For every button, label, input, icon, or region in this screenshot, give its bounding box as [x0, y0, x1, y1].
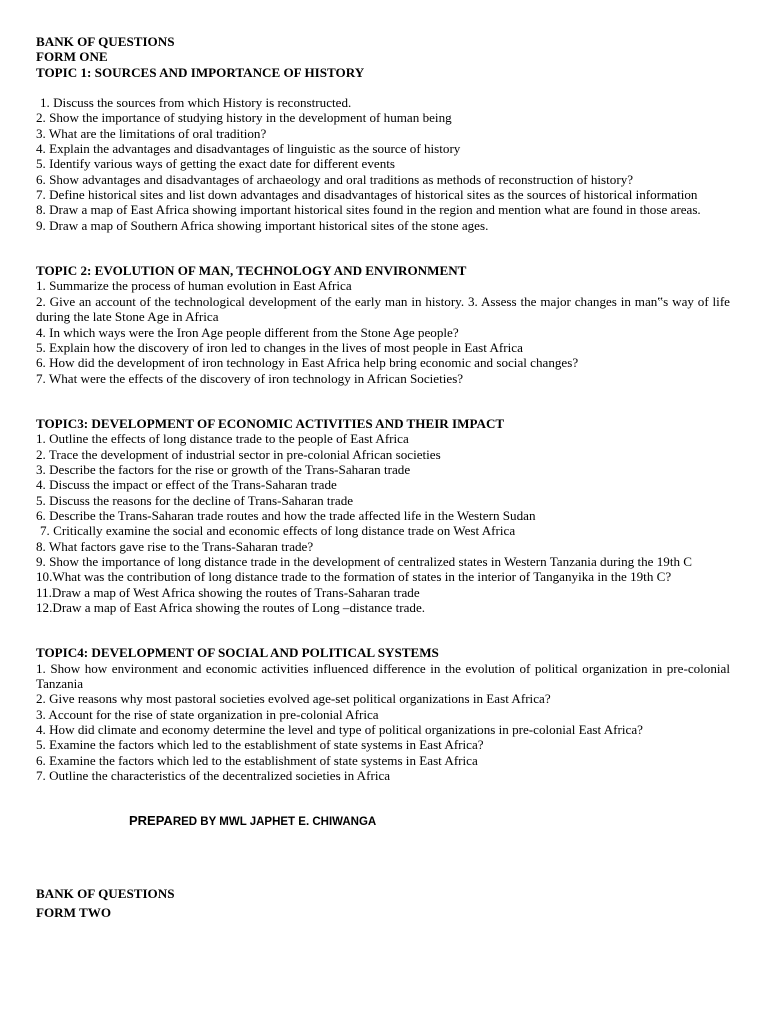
question-item: 7. Define historical sites and list down advantages and disadvantages of historical sites as the sources of historical information [36, 187, 698, 203]
question-item: 2. Trace the development of industrial sector in pre-colonial African societies [36, 446, 441, 462]
question-item: 4. Explain the advantages and disadvantages of linguistic as the source of history [36, 141, 461, 157]
spacer [36, 783, 730, 813]
question-item: 4. How did climate and economy determine the level and type of political organizations in pre-colonial East Africa? [36, 722, 643, 738]
question-item: 5. Identify various ways of getting the exact date for different events [36, 156, 395, 172]
question-item: 1. Discuss the sources from which History is reconstructed. [40, 95, 352, 111]
prepared-by-lead: PREPA [129, 813, 173, 829]
spacer [36, 80, 730, 95]
spacer [36, 386, 730, 416]
question-item: 12.Draw a map of East Africa showing the routes of Long –distance trade. [36, 600, 426, 615]
question-item: 8. What factors gave rise to the Trans-Saharan trade? [36, 538, 314, 554]
doc-heading: BANK OF QUESTIONS [36, 34, 175, 49]
question-item: 8. Draw a map of East Africa showing important historical sites found in the region and mention what are found in those areas. [36, 202, 701, 218]
question-item: 6. Describe the Trans-Saharan trade routes and how the trade affected life in the Western Sudan [36, 507, 536, 523]
question-item: 2. Give reasons why most pastoral societies evolved age-set political organizations in East Africa? [36, 691, 551, 707]
question-item: 9. Draw a map of Southern Africa showing important historical sites of the stone ages. [36, 217, 489, 233]
document-page [36, 34, 730, 920]
doc-heading-2: BANK OF QUESTIONS [36, 886, 175, 902]
question-item: 1. Summarize the process of human evolution in East Africa [36, 278, 352, 294]
question-item: 5. Examine the factors which led to the establishment of state systems in East Africa? [36, 737, 484, 753]
question-item: 6. How did the development of iron technology in East Africa help bring economic and social changes? [36, 355, 579, 371]
question-item: 10.What was the contribution of long distance trade to the formation of states in the interior of Tanganyika in the 19th C? [36, 569, 672, 585]
topic-title: TOPIC4: DEVELOPMENT OF SOCIAL AND POLITICAL SYSTEMS [36, 645, 439, 661]
topic-title: TOPIC 2: EVOLUTION OF MAN, TECHNOLOGY AND ENVIRONMENT [36, 263, 467, 279]
question-item: 3. What are the limitations of oral tradition? [36, 125, 267, 141]
question-item: 6. Examine the factors which led to the establishment of state systems in East Africa [36, 752, 478, 768]
prepared-by-rest: RED BY MWL JAPHET E. CHIWANGA [172, 816, 377, 829]
topic-title: TOPIC 1: SOURCES AND IMPORTANCE OF HISTORY [36, 64, 365, 80]
question-item: 5. Discuss the reasons for the decline of Trans-Saharan trade [36, 492, 354, 508]
question-item: 5. Explain how the discovery of iron led to changes in the lives of most people in East Africa [36, 339, 523, 355]
spacer [36, 233, 730, 263]
form-heading-2: FORM TWO [36, 904, 112, 920]
spacer [36, 615, 730, 645]
prepared-by [129, 813, 730, 830]
question-item: 7. Critically examine the social and economic effects of long distance trade on West Africa [40, 523, 516, 539]
form-heading: FORM ONE [36, 49, 108, 65]
question-item: 1. Show how environment and economic activities influenced difference in the evolution of political organization in pre-colonial Tanzania [36, 660, 730, 692]
question-item: 2. Show the importance of studying history in the development of human being [36, 110, 452, 126]
question-item: 7. Outline the characteristics of the decentralized societies in Africa [36, 768, 391, 784]
topic-title: TOPIC3: DEVELOPMENT OF ECONOMIC ACTIVITIES AND THEIR IMPACT [36, 415, 505, 431]
question-item: 3. Describe the factors for the rise or growth of the Trans-Saharan trade [36, 461, 411, 477]
question-item: 4. Discuss the impact or effect of the Trans-Saharan trade [36, 477, 337, 493]
question-item: 9. Show the importance of long distance trade in the development of centralized states in Western Tanzania during the 19th C [36, 553, 693, 569]
question-item: 4. In which ways were the Iron Age people different from the Stone Age people? [36, 324, 459, 340]
question-item: 2. Give an account of the technological development of the early man in history. 3. Assess the major changes in man‟s way of life during the late Stone Age in Africa [36, 293, 730, 325]
question-item: 11.Draw a map of West Africa showing the routes of Trans-Saharan trade [36, 584, 420, 600]
question-item: 7. What were the effects of the discovery of iron technology in African Societies? [36, 370, 464, 386]
question-item: 6. Show advantages and disadvantages of archaeology and oral traditions as methods of reconstruction of history? [36, 171, 634, 187]
question-item: 3. Account for the rise of state organization in pre-colonial Africa [36, 706, 379, 722]
spacer [36, 830, 730, 886]
question-item: 1. Outline the effects of long distance trade to the people of East Africa [36, 431, 409, 447]
